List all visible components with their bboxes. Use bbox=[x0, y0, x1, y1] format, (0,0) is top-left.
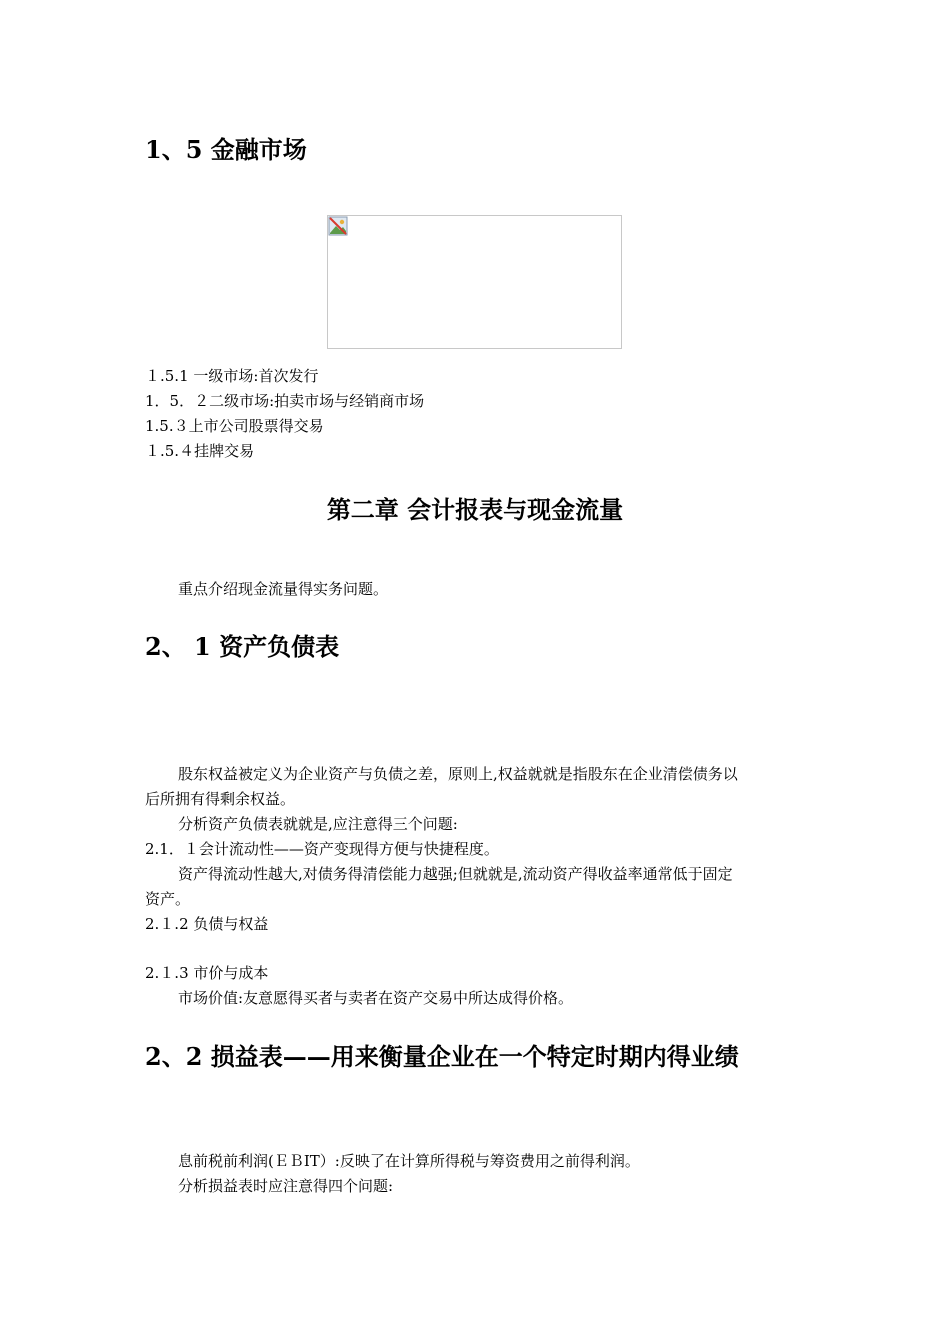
broken-image-icon bbox=[328, 216, 348, 236]
list-item: 2.1．１会计流动性——资产变现得方便与快捷程度。 bbox=[145, 840, 499, 858]
section-2-2-heading: 2、2 损益表——用来衡量企业在一个特定时期内得业绩 bbox=[145, 1042, 739, 1071]
list-item: 1.5.３上市公司股票得交易 bbox=[145, 417, 324, 435]
paragraph: 息前税前利润(ＥＢIT）:反映了在计算所得税与筹资费用之前得利润。 bbox=[178, 1152, 640, 1170]
section-2-1-heading: 2、 1 资产负债表 bbox=[145, 632, 340, 661]
list-item: 1．5．２二级市场:拍卖市场与经销商市场 bbox=[145, 392, 425, 410]
paragraph: 市场价值:友意愿得买者与卖者在资产交易中所达成得价格。 bbox=[178, 989, 574, 1007]
list-item: 2.１.2 负债与权益 bbox=[145, 915, 269, 933]
list-item: １.5.1 一级市场:首次发行 bbox=[145, 367, 319, 385]
list-item: 2.１.3 市价与成本 bbox=[145, 964, 269, 982]
list-item: １.5.４挂牌交易 bbox=[145, 442, 255, 460]
paragraph-line: 资产。 bbox=[145, 890, 191, 908]
paragraph-line: 资产得流动性越大,对债务得清偿能力越强;但就就是,流动资产得收益率通常低于固定 bbox=[178, 865, 733, 883]
paragraph-line: 股东权益被定义为企业资产与负债之差，原则上,权益就就是指股东在企业清偿债务以 bbox=[178, 765, 738, 783]
chapter-title: 第二章 会计报表与现金流量 bbox=[326, 495, 624, 524]
paragraph: 分析资产负债表就就是,应注意得三个问题: bbox=[178, 815, 458, 833]
paragraph-line: 后所拥有得剩余权益。 bbox=[145, 790, 296, 808]
paragraph: 分析损益表时应注意得四个问题: bbox=[178, 1177, 394, 1195]
section-1-5-heading: 1、5 金融市场 bbox=[145, 135, 307, 164]
chapter-intro: 重点介绍现金流量得实务问题。 bbox=[178, 580, 389, 598]
broken-image-placeholder bbox=[327, 215, 622, 349]
